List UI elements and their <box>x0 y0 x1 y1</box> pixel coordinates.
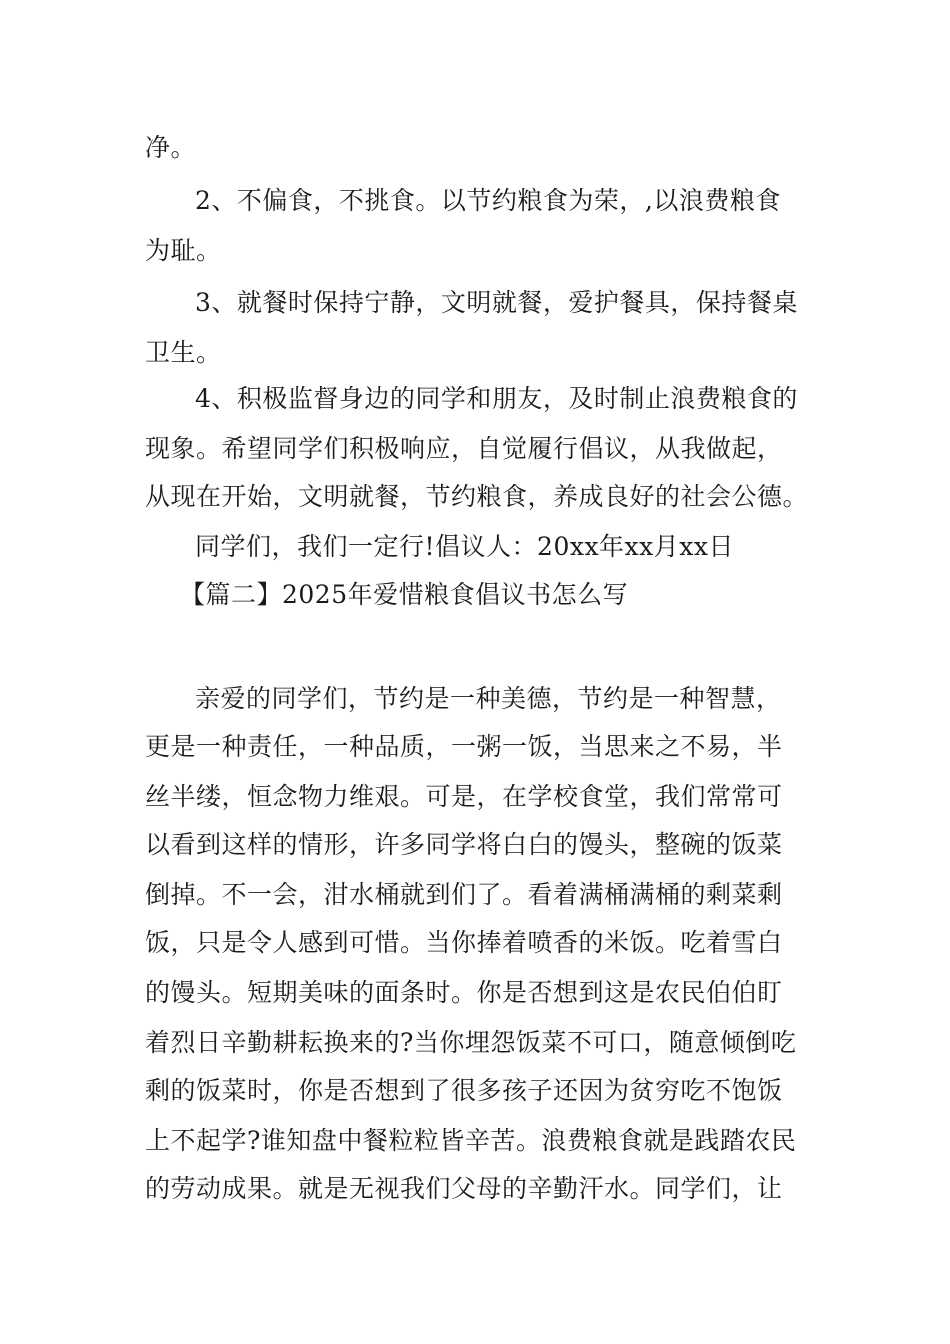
section-heading: 【篇二】2025年爱惜粮食倡议书怎么写 <box>180 580 629 609</box>
text-line: 3、就餐时保持宁静，文明就餐，爱护餐具，保持餐桌 <box>195 288 798 317</box>
text-line: 4、积极监督身边的同学和朋友，及时制止浪费粮食的 <box>195 384 798 413</box>
text-line: 剩的饭菜时，你是否想到了很多孩子还因为贫穷吃不饱饭 <box>145 1076 783 1105</box>
text-line: 倒掉。不一会，泔水桶就到们了。看着满桶满桶的剩菜剩 <box>145 880 783 909</box>
text-line: 的馒头。短期美味的面条时。你是否想到这是农民伯伯盯 <box>145 978 783 1007</box>
text-line: 现象。希望同学们积极响应，自觉履行倡议，从我做起， <box>145 434 783 463</box>
text-line: 为耻。 <box>145 236 222 265</box>
text-line: 卫生。 <box>145 338 222 367</box>
text-line: 上不起学?谁知盘中餐粒粒皆辛苦。浪费粮食就是践踏农民 <box>145 1126 797 1155</box>
text-line: 以看到这样的情形，许多同学将白白的馒头，整碗的饭菜 <box>145 830 783 859</box>
text-line: 2、不偏食，不挑食。以节约粮食为荣，,以浪费粮食 <box>195 186 781 215</box>
text-line: 同学们，我们一定行!倡议人：20xx年xx月xx日 <box>195 532 734 561</box>
text-line: 更是一种责任，一种品质，一粥一饭，当思来之不易，半 <box>145 732 783 761</box>
text-line: 净。 <box>145 133 197 162</box>
text-line: 亲爱的同学们，节约是一种美德，节约是一种智慧， <box>195 684 782 713</box>
text-line: 着烈日辛勤耕耘换来的?当你埋怨饭菜不可口，随意倾倒吃 <box>145 1028 797 1057</box>
text-line: 丝半缕，恒念物力维艰。可是，在学校食堂，我们常常可 <box>145 782 783 811</box>
text-line: 饭，只是令人感到可惜。当你捧着喷香的米饭。吃着雪白 <box>145 928 783 957</box>
text-line: 的劳动成果。就是无视我们父母的辛勤汗水。同学们，让 <box>145 1174 783 1203</box>
text-line: 从现在开始，文明就餐，节约粮食，养成良好的社会公德。 <box>145 482 809 511</box>
